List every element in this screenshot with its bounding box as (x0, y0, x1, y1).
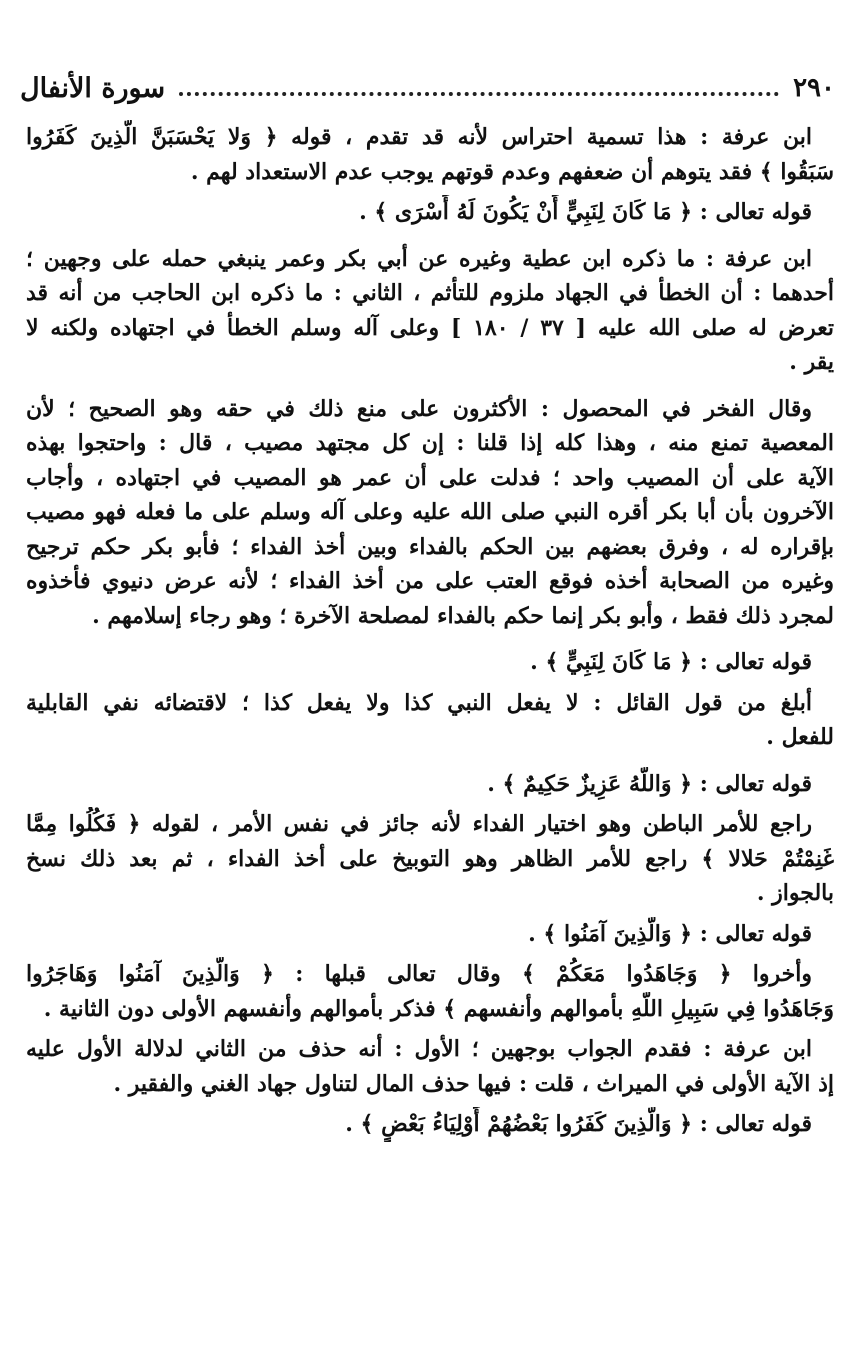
paragraph (26, 767, 834, 802)
page-body (26, 114, 834, 1142)
text-line: غَنِمْتُمْ حَلالا ﴾ راجع للأمر الظاهر وهو التوبيخ على أخذ الفداء ، ثم بعد ذلك نسخ (26, 845, 834, 872)
text-line: راجع للأمر الباطن وهو اختيار الفداء لأنه جائز في نفس الأمر ، لقوله ﴿ فَكُلُوا مِمَّا (26, 811, 812, 837)
text-line: ابن عرفة : ما ذكره ابن عطية وغيره عن أبي بكر وعمر ينبغي حمله على وجهين ؛ (26, 245, 812, 272)
paragraph (26, 807, 834, 911)
text-line: وقال الفخر في المحصول : الأكثرون على منع ذلك في حقه وهو الصحيح ؛ لأن (26, 395, 813, 422)
text-line: وَجَاهَدُوا فِي سَبِيلِ اللَّهِ بأموالهم وأنفسهم ﴾ فذكر بأموالهم وأنفسهم الأولى دون الثانية . (43, 995, 834, 1022)
paragraph (26, 917, 834, 952)
page-header (20, 68, 835, 108)
text-line: قوله تعالى : ﴿ وَالَّذِينَ آمَنُوا ﴾ . (528, 920, 812, 947)
paragraph (26, 957, 834, 1026)
text-line: بالجواز . (756, 880, 834, 906)
text-line: أبلغ من قول القائل : لا يفعل النبي كذا ولا يفعل كذا ؛ لاقتضائه نفي القابلية (26, 689, 812, 716)
paragraph (26, 120, 834, 189)
text-line: المعصية تمنع منه ، وهذا كله إذا قلنا : إن كل مجتهد مصيب ، قال : واحتجوا بهذه (26, 430, 834, 456)
surah-title: سورة الأنفال (20, 72, 166, 104)
text-line: ابن عرفة : فقدم الجواب بوجهين ؛ الأول : أنه حذف من الثاني لدلالة الأول عليه (26, 1036, 812, 1062)
paragraph (26, 195, 834, 230)
text-line: وغيره من الصحابة أخذه فوقع العتب على من أخذ الفداء ؛ لأنه عرض دنيوي فأخذوه (26, 568, 834, 594)
text-line: أحدهما : أن الخطأ في الجهاد ملزوم للتأثم ، الثاني : ما ذكره ابن الحاجب من أنه قد (26, 280, 834, 306)
text-line: الآية على أن المصيب واحد ؛ فدلت على أن عمر هو المصيب في اجتهاده ، وأجاب (26, 464, 834, 491)
text-line: ابن عرفة : هذا تسمية احتراس لأنه قد تقدم ، قوله ﴿ وَلا يَحْسَبَنَّ الَّذِينَ كَفَرُوا (26, 124, 812, 150)
header-dotted-rule (179, 92, 779, 96)
page-number: ٢٩٠ (793, 73, 835, 103)
text-line: يقر . (789, 349, 834, 375)
paragraph (26, 1032, 834, 1101)
text-line: قوله تعالى : ﴿ وَاللَّهُ عَزِيزٌ حَكِيمٌ ﴾ . (487, 770, 812, 797)
paragraph (26, 686, 834, 755)
text-line: قوله تعالى : ﴿ مَا كَانَ لِنَبِيٍّ أَنْ يَكُونَ لَهُ أَسْرَى ﴾ . (359, 199, 812, 225)
text-line: بإقراره له ، وفرق بعضهم بين الحكم بالفداء وبين أخذ الفداء ؛ فأبو بكر حكم ترجيح (26, 533, 834, 560)
paragraph (26, 645, 834, 680)
text-line: إذ الآية الأولى في الميراث ، قلت : فيها حذف المال لتناول جهاد الغني والفقير . (113, 1070, 834, 1097)
text-line: الآخرون بأن أبا بكر أقره النبي صلى الله عليه وعلى آله وسلم على ما فعله فهو مصيب (26, 499, 834, 525)
text-line: لمجرد ذلك فقط ، وأبو بكر إنما حكم بالفداء لمصلحة الآخرة ؛ وهو رجاء إسلامهم . (92, 602, 834, 629)
text-line: سَبَقُوا ﴾ فقد يتوهم أن ضعفهم وعدم قوتهم يوجب عدم الاستعداد لهم . (190, 158, 834, 185)
text-line: تعرض له صلى الله عليه [ ٣٧ / ١٨٠ ] وعلى آله وسلم الخطأ في اجتهاده ولكنه لا (26, 314, 834, 341)
text-line: وأخروا ﴿ وَجَاهَدُوا مَعَكُمْ ﴾ وقال تعالى قبلها : ﴿ وَالَّذِينَ آمَنُوا وَهَاجَرُوا (26, 961, 812, 987)
paragraph (26, 392, 834, 634)
text-line: قوله تعالى : ﴿ مَا كَانَ لِنَبِيٍّ ﴾ . (530, 649, 812, 675)
paragraph (26, 242, 834, 380)
paragraph (26, 1107, 834, 1142)
text-line: للفعل . (766, 724, 834, 750)
text-line: قوله تعالى : ﴿ وَالَّذِينَ كَفَرُوا بَعْضُهُمْ أَوْلِيَاءُ بَعْضٍ ﴾ . (345, 1111, 812, 1137)
